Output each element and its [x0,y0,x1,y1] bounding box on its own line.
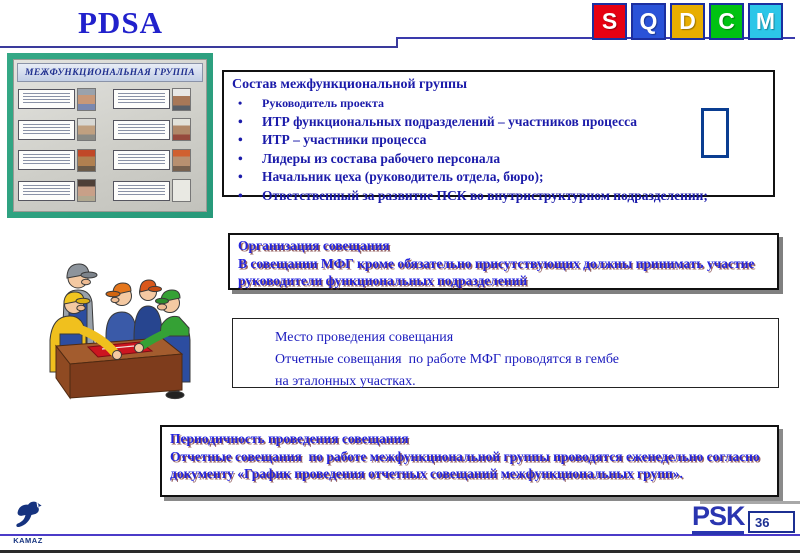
member-card [113,120,170,140]
kamaz-logo-label: KAMAZ [13,536,43,545]
page-title: PDSA [78,5,163,40]
organization-box [228,233,779,290]
sqdcm-box-c: C [709,3,744,40]
member-portrait [172,118,191,141]
member-row [18,115,107,146]
composition-bullet [232,113,765,132]
member-portrait [172,179,191,202]
member-row [18,176,107,207]
bullet-text: ИТР – участники процесса [262,132,427,147]
member-row [113,176,202,207]
periodicity-box [160,425,779,497]
member-card [113,150,170,170]
bullet-icon: • [238,132,243,147]
composition-bullet [232,187,765,206]
member-card [18,89,75,109]
psk-fineprint-bar [692,531,744,535]
member-row [18,145,107,176]
sqdcm-box-q: Q [631,3,666,40]
sqdcm-indicator [592,3,783,40]
bullet-icon: • [238,96,243,110]
bullet-text: Начальник цеха (руководитель отдела, бюро); [262,169,544,184]
bullet-icon: • [238,187,243,203]
location-line: Отчетные совещания по работе МФГ проводятся в гембе [275,352,619,367]
member-card [113,89,170,109]
bullet-text: Ответственный за развитие ПСК во внутриструктурном подразделении; [262,187,708,203]
composition-heading: Состав межфункциональной группы [232,77,468,92]
group-board-title: МЕЖФУНКЦИОНАЛЬНАЯ ГРУППА [17,63,203,82]
composition-box [222,70,775,203]
member-portrait [77,149,96,172]
sqdcm-box-d: D [670,3,705,40]
sqdcm-box-m: M [748,3,783,40]
sqdcm-box-s: S [592,3,627,40]
member-portrait [77,88,96,111]
header-divider-left [0,46,397,48]
kamaz-horse-icon [11,497,45,533]
location-heading: Место проведения совещания [275,330,454,345]
member-card [18,120,75,140]
periodicity-body: Отчетные совещания по работе межфункциональной группы проводятся еженедельно согласно документу «График проведения отчетных совещаний межфункциональных групп». [170,448,764,481]
organization-body: В совещании МФГ кроме обязательно присутствующих должны принимать участие руководители функциональных подразделений [238,255,758,288]
periodicity-heading: Периодичность проведения совещания [170,431,409,446]
footer-divider [0,534,800,536]
bullet-text: Руководитель проекта [262,96,384,110]
header-divider-step [396,38,398,48]
bullet-text: ИТР функциональных подразделений – участников процесса [262,113,638,129]
workers-cartoon [22,242,217,402]
composition-bullet [232,168,765,187]
placeholder-glyph-box [701,108,729,158]
member-portrait [77,179,96,202]
bullet-icon: • [238,113,243,129]
psk-logo [692,503,748,535]
member-row [113,84,202,115]
bullet-text: Лидеры из состава рабочего персонала [262,150,501,166]
kamaz-logo [8,497,48,549]
member-card [113,181,170,201]
group-board-photo [7,53,213,218]
member-row [113,145,202,176]
member-card [18,181,75,201]
member-portrait [172,88,191,111]
page-number: 36 [755,514,770,530]
location-line: на эталонных участках. [275,374,416,389]
psk-label: PSK [692,501,745,531]
member-portrait [172,149,191,172]
composition-bullet [232,94,765,113]
location-box [232,318,779,388]
group-board-inner [13,59,207,212]
composition-bullet [232,131,765,150]
bullet-icon: • [238,169,243,184]
member-row [113,115,202,146]
bullet-icon: • [238,150,243,166]
location-body [275,349,772,393]
page-number-box [748,511,795,533]
member-portrait [77,118,96,141]
member-row [18,84,107,115]
composition-bullet [232,150,765,169]
organization-heading: Организация совещания [238,238,390,253]
group-board-grid [17,82,203,208]
member-card [18,150,75,170]
